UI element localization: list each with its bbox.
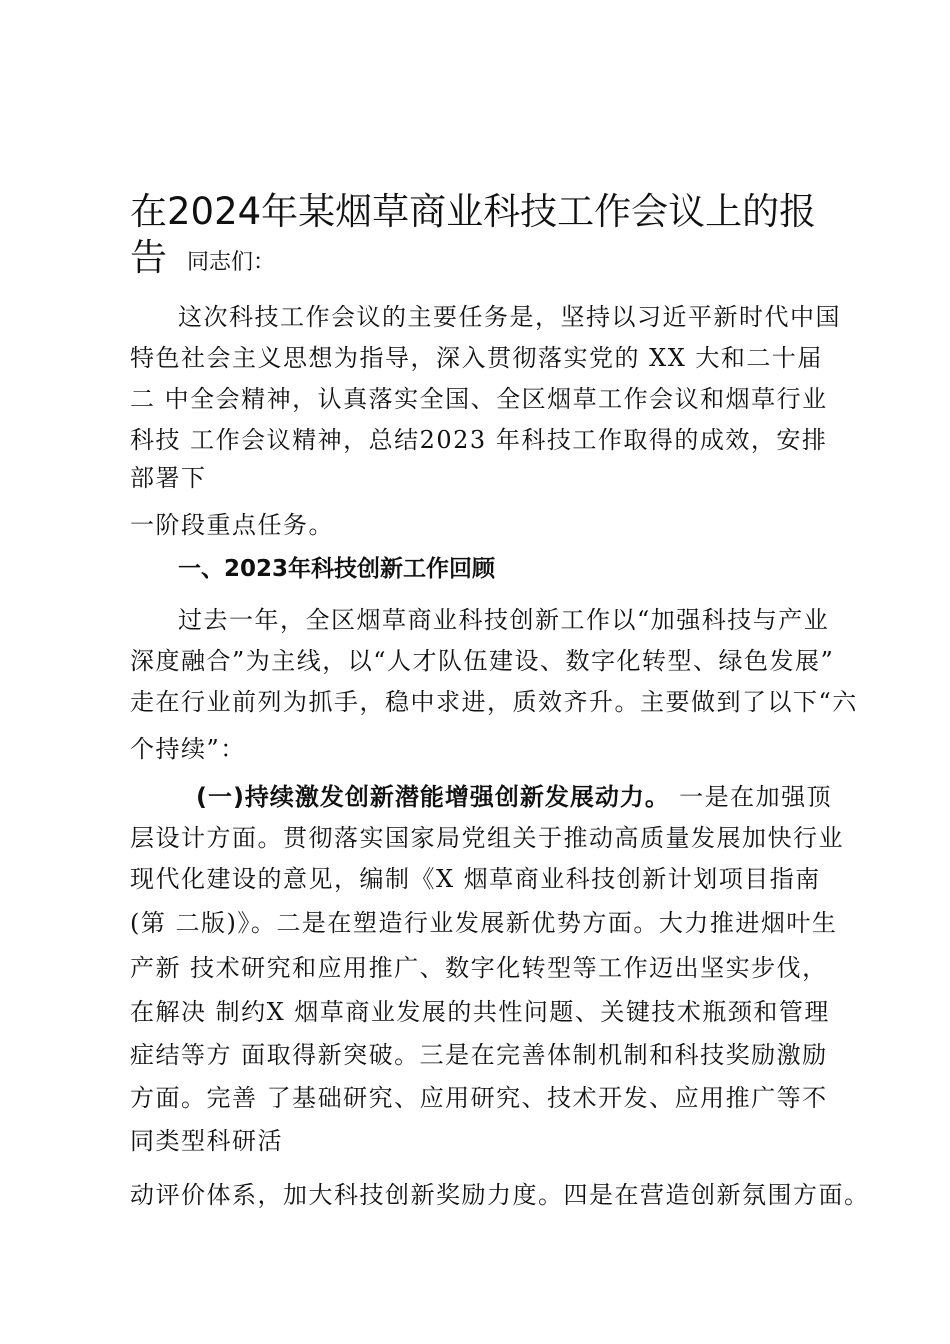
document-title-line-1: 在2024年某烟草商业科技工作会议上的报 — [130, 190, 817, 233]
subsection-line: 同类型科研活 — [130, 1127, 283, 1155]
intro-line: 特色社会主义思想为指导，深入贯彻落实党的 XX 大和二十届 — [130, 344, 823, 372]
intro-line: 科技 工作会议精神，总结2023 年科技工作取得的成效，安排 — [130, 426, 828, 454]
review-line: 走在行业前列为抓手，稳中求进，质效齐升。主要做到了以下“六 — [130, 688, 858, 716]
salutation: 同志们： — [187, 250, 276, 275]
document-title-line-2: 告 — [130, 236, 167, 279]
review-line: 深度融合”为主线，以“人才队伍建设、数字化转型、绿色发展” — [130, 647, 835, 675]
section-heading: 一、2023年科技创新工作回顾 — [178, 556, 496, 582]
review-line: 过去一年，全区烟草商业科技创新工作以“加强科技与产业 — [178, 606, 830, 634]
subsection-line: 方面。完善 了基础研究、应用研究、技术开发、应用推广等不 — [130, 1084, 828, 1112]
review-line: 个持续”： — [130, 735, 246, 763]
subsection-line: 在解决 制约X 烟草商业发展的共性问题、关键技术瓶颈和管理 — [130, 998, 830, 1026]
subsection-line: 现代化建设的意见，编制《X 烟草商业科技创新计划项目指南 — [130, 865, 821, 893]
subsection-line: 层设计方面。贯彻落实国家局党组关于推动高质量发展加快行业 — [130, 824, 844, 852]
subsection-line: (第 二版)》。二是在塑造行业发展新优势方面。大力推进烟叶生 — [130, 909, 838, 937]
intro-line: 部署下 — [130, 464, 207, 492]
intro-line: 一阶段重点任务。 — [130, 511, 334, 539]
subsection-first-line — [196, 781, 832, 813]
subsection-heading: (一)持续激发创新潜能增强创新发展动力。 — [196, 783, 670, 811]
intro-line: 二 中全会精神，认真落实全国、全区烟草工作会议和烟草行业 — [130, 385, 828, 413]
subsection-line: 产新 技术研究和应用推广、数字化转型等工作迈出坚实步伐， — [130, 954, 828, 982]
subsection-first-line-tail: 一是在加强顶 — [669, 783, 833, 811]
subsection-line: 症结等方 面取得新突破。三是在完善体制机制和科技奖励激励 — [130, 1041, 828, 1069]
intro-line: 这次科技工作会议的主要任务是，坚持以习近平新时代中国 — [178, 303, 841, 331]
subsection-line: 动评价体系，加大科技创新奖励力度。四是在营造创新氛围方面。 — [130, 1181, 870, 1209]
